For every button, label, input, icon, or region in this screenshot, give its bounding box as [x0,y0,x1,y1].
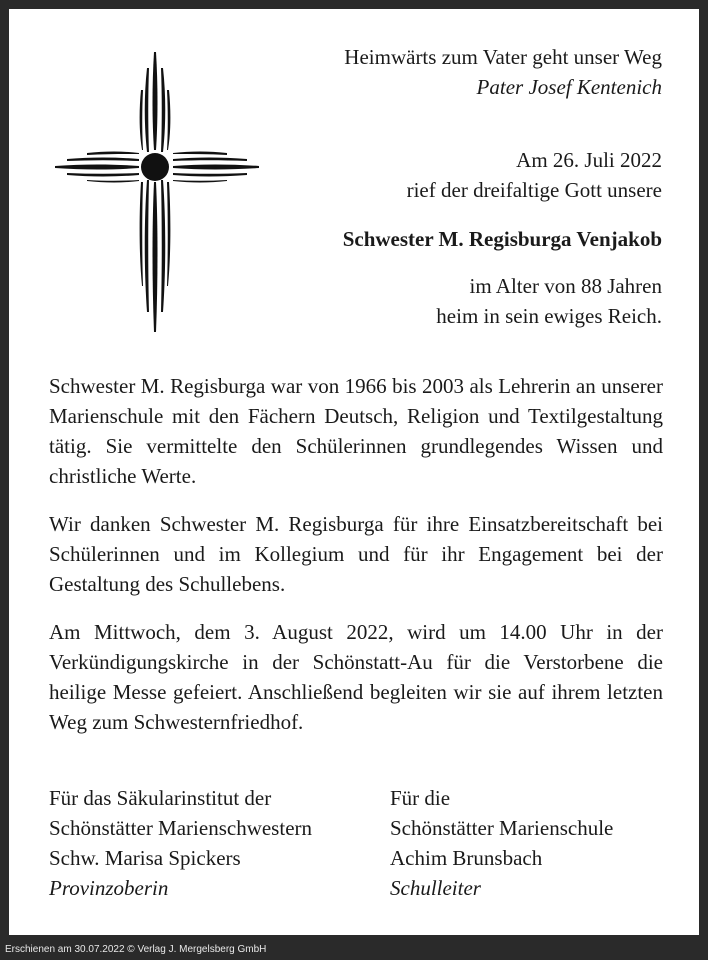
motto [344,42,662,102]
signature-left-line2: Schönstätter Marienschwestern [49,816,313,840]
paragraph-career: Schwester M. Regisburga war von 1966 bis 2003 als Lehrerin an unserer Marienschule mit den Fächern Deutsch, Religion und Textilgestaltung tätig. Sie vermittelte den Schülerinnen grundlegendes Wissen und christliche Werte. [49,374,663,488]
age-line: im Alter von 88 Jahren [469,274,662,298]
deceased-name: Schwester M. Regisburga Venjakob [342,227,662,251]
paragraph-thanks: Wir danken Schwester M. Regisburga für ihre Einsatzbereitschaft bei Schülerinnen und im Kollegium und für ihr Engagement bei der Gestaltung des Schullebens. [49,512,663,596]
signature-left-line1: Für das Säkularinstitut der [49,786,272,810]
signature-right-role: Schulleiter [390,876,481,900]
paragraph-funeral: Am Mittwoch, dem 3. August 2022, wird um 14.00 Uhr in der Verkündigungskirche in der Schönstatt-Au für die Verstorbene die heilige Messe gefeiert. Anschließend begleiten wir sie auf ihrem letzten Weg zum Schwesternfriedhof. [49,620,663,734]
signature-left-person: Schw. Marisa Spickers [49,846,241,870]
signature-left [49,783,312,903]
signature-right-person: Achim Brunsbach [390,846,543,870]
signature-left-role: Provinzoberin [49,876,169,900]
age-block [436,271,662,331]
motto-text: Heimwärts zum Vater geht unser Weg [344,45,662,69]
motto-author: Pater Josef Kentenich [476,75,662,99]
signature-right-line2: Schönstätter Marienschule [390,816,614,840]
death-announcement [407,145,662,205]
publication-footer: Erschienen am 30.07.2022 © Verlag J. Mergelsberg GmbH [5,944,267,955]
signature-right-line1: Für die [390,786,451,810]
obituary-notice [9,9,699,935]
cross-icon [53,50,261,334]
home-line: heim in sein ewiges Reich. [436,304,662,328]
date-line: Am 26. Juli 2022 [516,148,662,172]
signature-right [390,783,613,903]
called-line: rief der dreifaltige Gott unsere [406,178,662,202]
